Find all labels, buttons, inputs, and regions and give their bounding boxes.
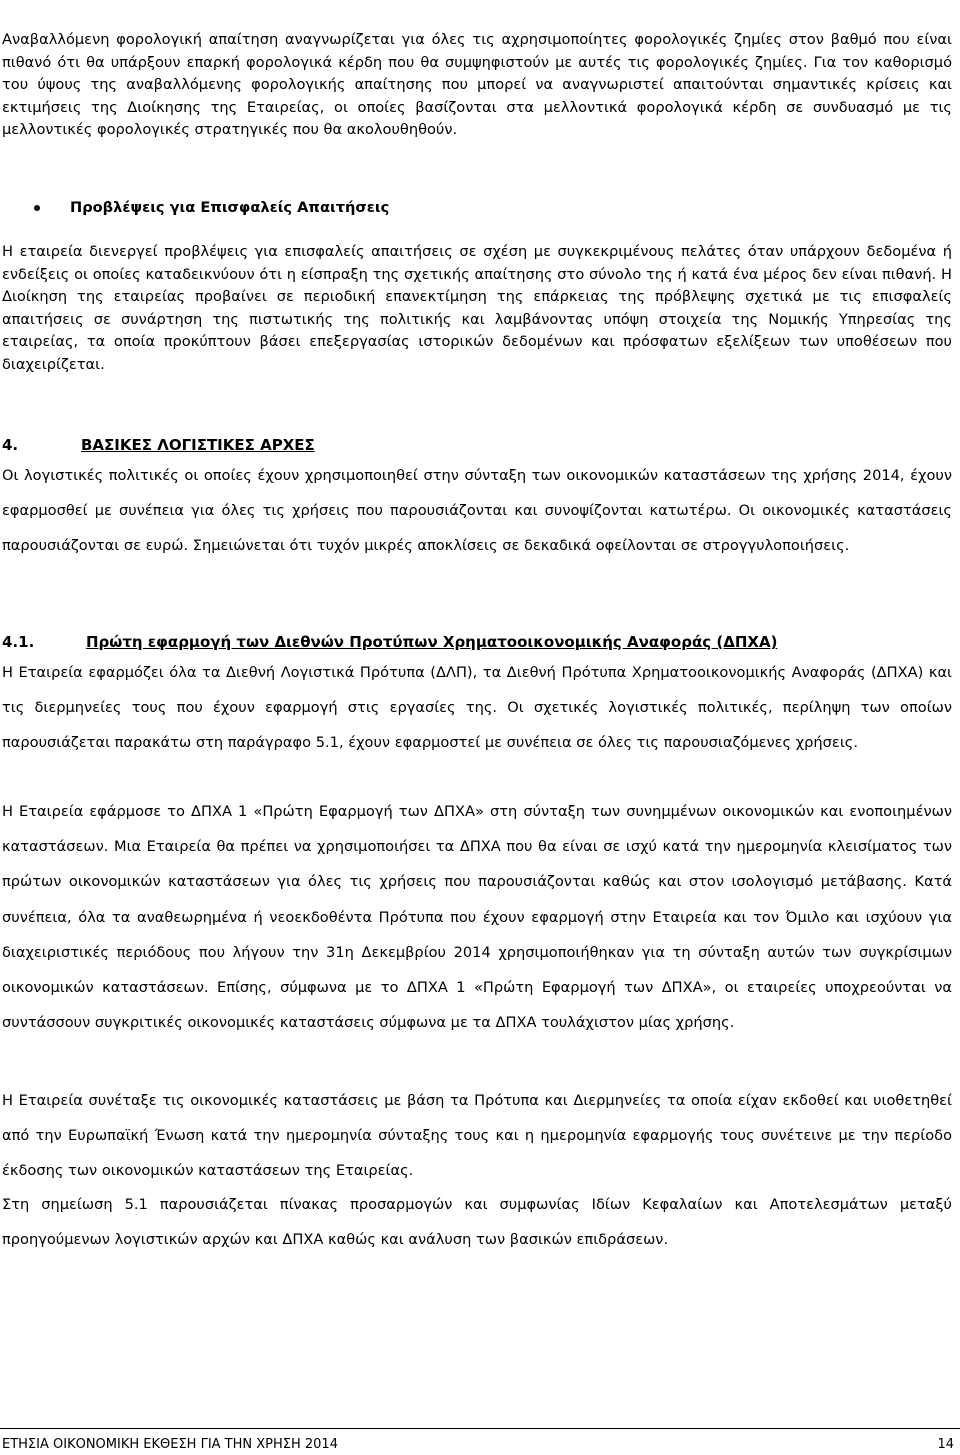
bullet-heading-row: [0, 196, 950, 220]
section-4-number: 4.: [2, 436, 19, 454]
section-4-paragraph: Οι λογιστικές πολιτικές οι οποίες έχουν χρησιμοποιηθεί στην σύνταξη των οικονομικών καταστάσεων της χρήσης 2014, έχουν εφαρμοσθεί με συνέπεια για όλες τις χρήσεις που παρουσιάζονται και συνοψίζονται κατωτέρω. Οι οικονομικές καταστάσεις παρουσιάζονται σε ευρώ. Σημειώνεται ότι τυχόν μικρές αποκλίσεις σε δεκαδικά οφείλονται σε στρογγυλοποιήσεις.: [2, 467, 952, 554]
section-4-1-paragraph-3: Η Εταιρεία συνέταξε τις οικονομικές καταστάσεις με βάση τα Πρότυπα και Διερμηνείες τα οποία είχαν εκδοθεί και υιοθετηθεί από την Ευρωπαϊκή Ένωση κατά την ημερομηνία σύνταξης τους και η ημερομηνία εφαρμογής τους συνέτεινε με την περίοδο έκδοσης των οικονομικών καταστάσεων της Εταιρείας.: [2, 1092, 952, 1180]
section-4-title: ΒΑΣΙΚΕΣ ΛΟΓΙΣΤΙΚΕΣ ΑΡΧΕΣ: [81, 436, 315, 454]
section-4-1-paragraph-1: Η Εταιρεία εφαρμόζει όλα τα Διεθνή Λογιστικά Πρότυπα (ΔΛΠ), τα Διεθνή Πρότυπα Χρηματοοικονομικής Αναφοράς (ΔΠΧΑ) και τις διερμηνείες τους που έχουν εφαρμογή στις εργασίες της. Οι σχετικές λογιστικές πολιτικές, περίληψη των οποίων παρουσιάζεται παρακάτω στη παράγραφο 5.1, έχουν εφαρμοστεί με συνέπεια σε όλες τις παρουσιαζόμενες χρήσεις.: [2, 664, 952, 752]
bullet-dot-icon: [34, 205, 40, 211]
footer-title: ΕΤΗΣΙΑ ΟΙΚΟΝΟΜΙΚΗ ΕΚΘΕΣΗ ΓΙΑ ΤΗΝ ΧΡΗΣΗ 2014: [2, 1437, 338, 1452]
footer-divider: [0, 1428, 960, 1429]
section-4-1-paragraph-2: Η Εταιρεία εφάρμοσε το ΔΠΧΑ 1 «Πρώτη Εφαρμογή των ΔΠΧΑ» στη σύνταξη των συνημμένων οικονομικών και ενοποιημένων καταστάσεων. Μια Εταιρεία θα πρέπει να χρησιμοποιήσει τα ΔΠΧΑ που θα είναι σε ισχύ κατά την ημερομηνία κλεισίματος των πρώτων οικονομικών καταστάσεων για όλες τις χρήσεις που παρουσιάζονται καθώς και στον ισολογισμό μετάβασης. Κατά συνέπεια, όλα τα αναθεωρημένα ή νεοεκδοθέντα Πρότυπα που έχουν εφαρμογή στην Εταιρεία και τον Όμιλο και ισχύουν για διαχειριστικές περιόδους που λήγουν την 31η Δεκεμβρίου 2014 χρησιμοποιήθηκαν για τη σύνταξη αυτών των συγκρίσιμων οικονομικών καταστάσεων. Επίσης, σύμφωνα με το ΔΠΧΑ 1 «Πρώτη Εφαρμογή των ΔΠΧΑ», οι εταιρείες υποχρεούνται να συντάσσουν συγκριτικές οικονομικές καταστάσεις σύμφωνα με τα ΔΠΧΑ τουλάχιστον μίας χρήσης.: [2, 803, 952, 1032]
page-number: 14: [937, 1437, 954, 1452]
section-4-1-heading: [2, 629, 952, 655]
section-4-1-paragraph-4: Στη σημείωση 5.1 παρουσιάζεται πίνακας προσαρμογών και συμφωνίας Ιδίων Κεφαλαίων και Αποτελεσμάτων μεταξύ προηγούμενων λογιστικών αρχών και ΔΠΧΑ καθώς και ανάλυση των βασικών επιδράσεων.: [2, 1196, 952, 1249]
provisions-paragraph: Η εταιρεία διενεργεί προβλέψεις για επισφαλείς απαιτήσεις σε σχέση με συγκεκριμένους πελάτες όταν υπάρχουν δεδομένα ή ενδείξεις οι οποίες καταδεικνύουν ότι η είσπραξη της σχετικής απαίτησης στο σύνολο της ή κατά ένα μέρος δεν είναι πιθανή. Η Διοίκηση της εταιρείας προβαίνει σε περιοδική επανεκτίμηση της επάρκειας της πρόβλεψης σχετικά με τις επισφαλείς απαιτήσεις σε συνάρτηση της πιστωτικής της πολιτικής και λαμβάνοντας υπόψη στοιχεία της Νομικής Υπηρεσίας της εταιρείας, τα οποία προκύπτουν βάσει επεξεργασίας ιστορικών δεδομένων και πρόσφατων εξελίξεων των υποθέσεων που διαχειρίζεται.: [2, 243, 952, 373]
section-4-heading: [2, 432, 952, 458]
section-4-1-title: Πρώτη εφαρμογή των Διεθνών Προτύπων Χρηματοοικονομικής Αναφοράς (ΔΠΧΑ): [86, 633, 778, 651]
section-4-1-number: 4.1.: [2, 633, 35, 651]
intro-paragraph: Αναβαλλόμενη φορολογική απαίτηση αναγνωρίζεται για όλες τις αχρησιμοποίητες φορολογικές ζημίες στον βαθμό που είναι πιθανό ότι θα υπάρξουν επαρκή φορολογικά κέρδη που θα συμψηφιστούν με αυτές τις φορολογικές ζημίες. Για τον καθορισμό του ύψους της αναβαλλόμενης φορολογικής απαίτησης που μπορεί να αναγνωριστεί απαιτούνται σημαντικές κρίσεις και εκτιμήσεις της Διοίκησης της Εταιρείας, οι οποίες βασίζονται στα μελλοντικά φορολογικά κέρδη σε συνδυασμό με τις μελλοντικές φορολογικές στρατηγικές που θα ακολουθηθούν.: [2, 31, 952, 138]
bullet-heading: Προβλέψεις για Επισφαλείς Απαιτήσεις: [70, 199, 390, 216]
